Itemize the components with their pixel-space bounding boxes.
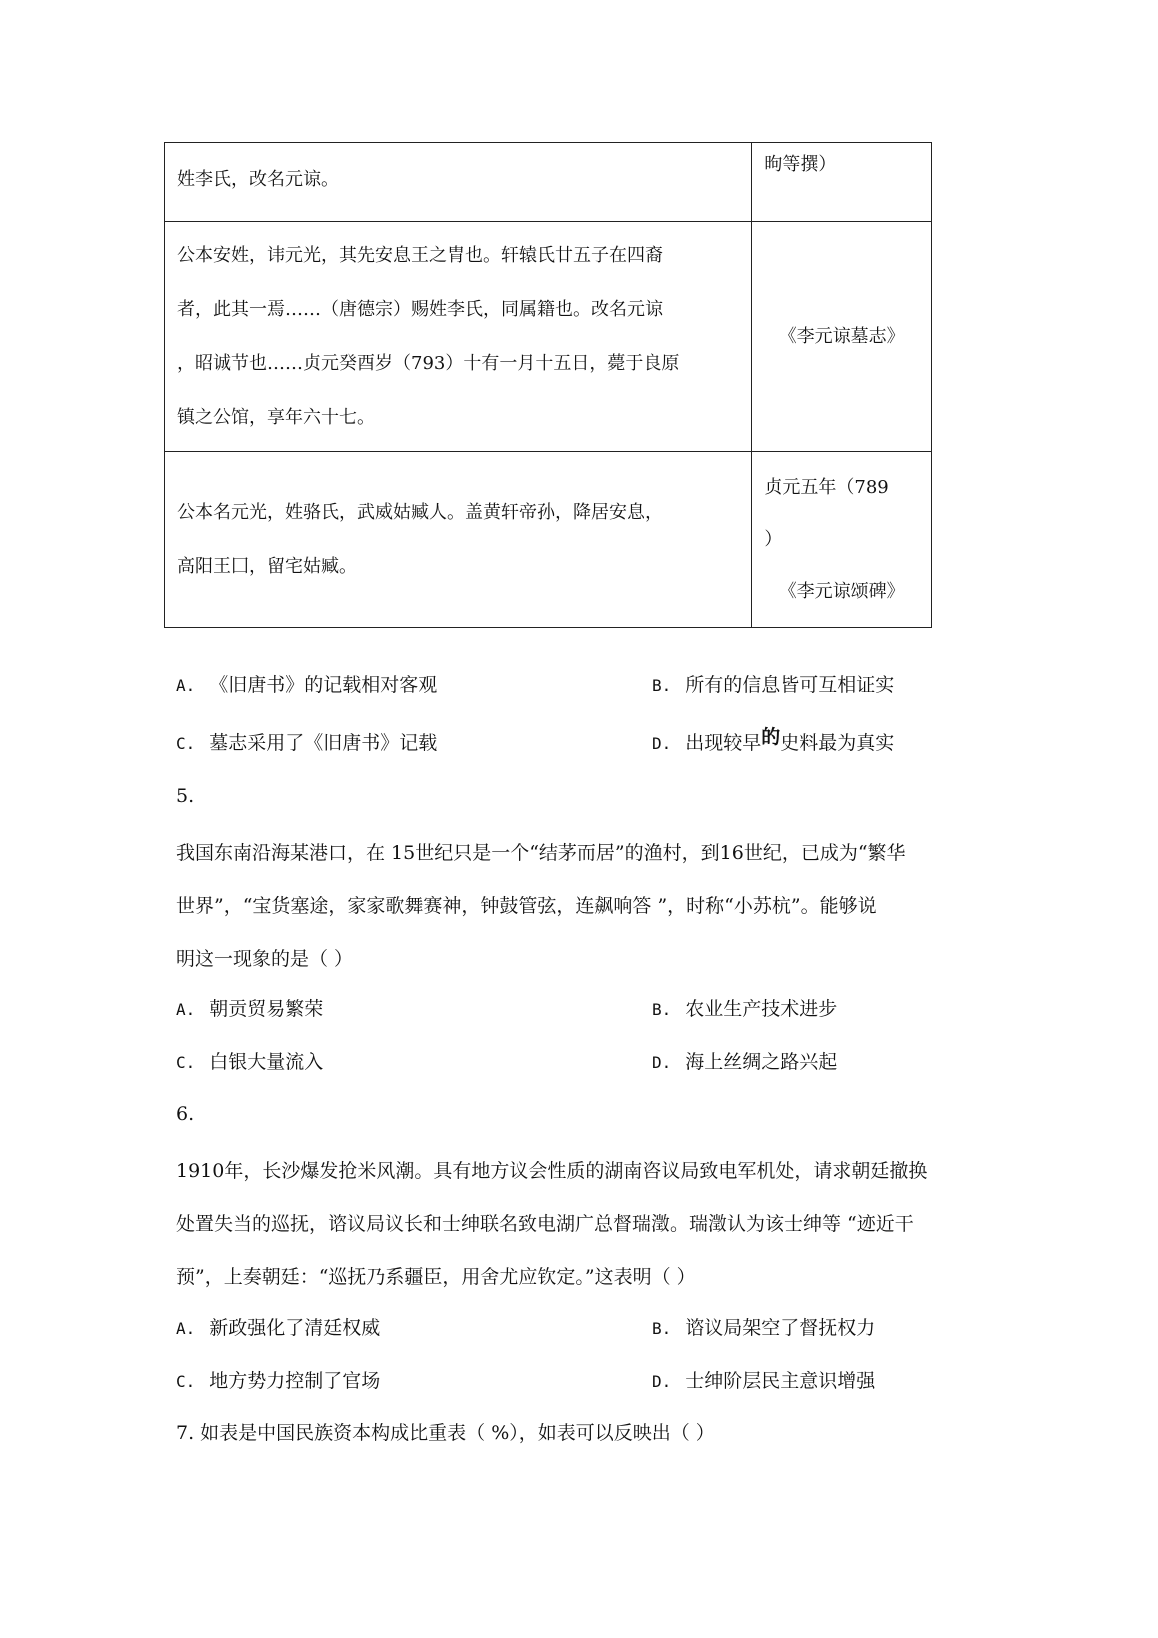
option-text: 朝贡贸易繁荣 [209, 998, 324, 1020]
option-letter: C. [176, 1053, 196, 1072]
cell-line: 贞元五年（789 [764, 476, 889, 498]
q4-option-d[interactable] [652, 728, 894, 755]
option-letter: D. [652, 734, 672, 753]
table-cell-text [165, 222, 752, 452]
option-letter: B. [652, 676, 672, 695]
cell-line: 公本安姓，讳元光，其先安息王之胄也。轩辕氏廿五子在四裔 [177, 244, 663, 266]
question-text-line: 明这一现象的是（ ） [176, 948, 354, 970]
q6-option-d[interactable] [652, 1366, 875, 1393]
option-text: 农业生产技术进步 [685, 998, 838, 1020]
option-text: 出现较早 [685, 732, 762, 754]
q5-option-b[interactable] [652, 994, 837, 1021]
option-letter: A. [176, 1319, 196, 1338]
q5-option-c[interactable] [176, 1047, 323, 1074]
q6-option-a[interactable] [176, 1313, 380, 1340]
question-text-line: 处置失当的巡抚，谘议局议长和士绅联名致电湖广总督瑞澂。瑞澂认为该士绅等 “迹近干 [176, 1213, 914, 1235]
option-text: 《旧唐书》的记载相对客观 [209, 674, 438, 696]
cell-line: 镇之公馆，享年六十七。 [177, 406, 375, 428]
option-letter: B. [652, 1000, 672, 1019]
q6-option-b[interactable] [652, 1313, 875, 1340]
question-text-line: 世界”，“宝货塞途，家家歌舞赛神，钟鼓管弦，连飙响答 ”，时称“小苏杭”。能够说 [176, 895, 877, 917]
q6-option-c[interactable] [176, 1366, 380, 1393]
table-cell-source [752, 222, 932, 452]
table-row [165, 452, 932, 628]
option-text: 所有的信息皆可互相证实 [685, 674, 895, 696]
option-text: 海上丝绸之路兴起 [685, 1051, 838, 1073]
cell-line: ） [764, 528, 783, 550]
option-text: 新政强化了清廷权威 [209, 1317, 381, 1339]
option-letter: A. [176, 1000, 196, 1019]
q5-option-a[interactable] [176, 994, 323, 1021]
question-text-line: 7. 如表是中国民族资本构成比重表（ %），如表可以反映出（ ） [176, 1422, 715, 1444]
table-cell-text [165, 452, 752, 628]
cell-line: 高阳王囗，留宅姑臧。 [177, 555, 357, 577]
option-letter: C. [176, 734, 196, 753]
table-cell-text [165, 143, 752, 222]
question-text-line: 预”，上奏朝廷：“巡抚乃系疆臣，用舍尤应钦定。”这表明（ ） [176, 1266, 696, 1288]
option-letter: B. [652, 1319, 672, 1338]
option-letter: D. [652, 1053, 672, 1072]
table-cell-source [752, 452, 932, 628]
question-text-line: 我国东南沿海某港口，在 15世纪只是一个“结茅而居”的渔村，到16世纪，已成为“繁华 [176, 842, 906, 864]
option-text: 白银大量流入 [209, 1051, 324, 1073]
cell-line: 姓李氏，改名元谅。 [177, 169, 339, 190]
option-text: 士绅阶层民主意识增强 [685, 1370, 876, 1392]
question-number: 6. [176, 1103, 195, 1125]
cell-line: 公本名元光，姓骆氏，武威姑臧人。盖黄轩帝孙，降居安息， [177, 501, 663, 523]
cell-line: 昫等撰） [764, 154, 837, 175]
option-text: 谘议局架空了督抚权力 [685, 1317, 876, 1339]
table-row [165, 143, 932, 222]
table-row [165, 222, 932, 452]
question-text-line: 1910年，长沙爆发抢米风潮。具有地方议会性质的湖南咨议局致电军机处，请求朝廷撤换 [176, 1160, 928, 1182]
table-cell-source [752, 143, 932, 222]
cell-line: 者，此其一焉……（唐德宗）赐姓李氏，同属籍也。改名元谅 [177, 298, 663, 320]
question-number: 5. [176, 785, 195, 807]
q5-option-d[interactable] [652, 1047, 837, 1074]
cell-line: 《李元谅墓志》 [778, 325, 905, 347]
cell-line: ，昭诚节也……贞元癸酉岁（793）十有一月十五日，薨于良原 [177, 352, 680, 374]
option-text: 的 [761, 726, 781, 748]
q4-option-b[interactable] [652, 670, 894, 697]
q4-option-a[interactable] [176, 670, 437, 697]
cell-line: 《李元谅颂碑》 [778, 580, 905, 602]
option-letter: D. [652, 1372, 672, 1391]
option-letter: A. [176, 676, 196, 695]
option-letter: C. [176, 1372, 196, 1391]
option-text: 墓志采用了《旧唐书》记载 [209, 732, 438, 754]
q4-option-c[interactable] [176, 728, 437, 755]
option-text: 地方势力控制了官场 [209, 1370, 381, 1392]
option-text: 史料最为真实 [780, 732, 895, 754]
source-table [164, 142, 932, 628]
